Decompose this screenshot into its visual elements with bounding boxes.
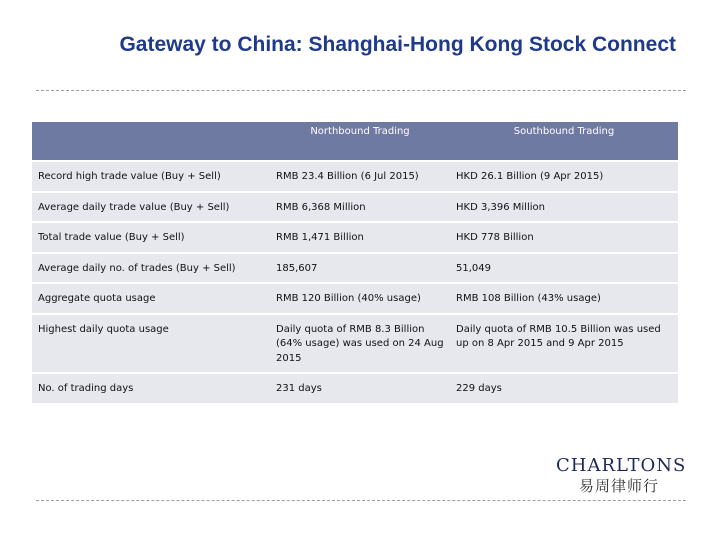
top-divider [36, 90, 686, 91]
row-label: Aggregate quota usage [32, 284, 270, 315]
table-header-row [32, 122, 678, 162]
row-label: Highest daily quota usage [32, 315, 270, 375]
northbound-value: 231 days [270, 374, 450, 405]
southbound-value: HKD 26.1 Billion (9 Apr 2015) [450, 162, 678, 193]
header-northbound: Northbound Trading [270, 122, 450, 162]
stock-connect-table [32, 122, 678, 405]
northbound-value: 185,607 [270, 254, 450, 285]
southbound-value: HKD 778 Billion [450, 223, 678, 254]
northbound-value: Daily quota of RMB 8.3 Billion (64% usage) was used on 24 Aug 2015 [270, 315, 450, 375]
northbound-value: RMB 120 Billion (40% usage) [270, 284, 450, 315]
southbound-value: 51,049 [450, 254, 678, 285]
logo-name-cn: 易周律师行 [578, 477, 659, 495]
table-row [32, 284, 678, 315]
bottom-divider [36, 500, 686, 501]
table-row [32, 254, 678, 285]
row-label: Average daily no. of trades (Buy + Sell) [32, 254, 270, 285]
table-row [32, 374, 678, 405]
slide-title: Gateway to China: Shanghai-Hong Kong Stock Connect [119, 33, 676, 56]
table-row [32, 193, 678, 224]
header-southbound: Southbound Trading [450, 122, 678, 162]
row-label: Average daily trade value (Buy + Sell) [32, 193, 270, 224]
header-empty [32, 122, 270, 162]
row-label: Total trade value (Buy + Sell) [32, 223, 270, 254]
row-label: Record high trade value (Buy + Sell) [32, 162, 270, 193]
logo-name-en: CHARLTONS [556, 455, 687, 476]
southbound-value: 229 days [450, 374, 678, 405]
northbound-value: RMB 23.4 Billion (6 Jul 2015) [270, 162, 450, 193]
southbound-value: RMB 108 Billion (43% usage) [450, 284, 678, 315]
table-row [32, 315, 678, 375]
table-row [32, 223, 678, 254]
northbound-value: RMB 6,368 Million [270, 193, 450, 224]
charltons-logo [556, 452, 687, 498]
northbound-value: RMB 1,471 Billion [270, 223, 450, 254]
row-label: No. of trading days [32, 374, 270, 405]
table-row [32, 162, 678, 193]
southbound-value: Daily quota of RMB 10.5 Billion was used up on 8 Apr 2015 and 9 Apr 2015 [450, 315, 678, 375]
southbound-value: HKD 3,396 Million [450, 193, 678, 224]
